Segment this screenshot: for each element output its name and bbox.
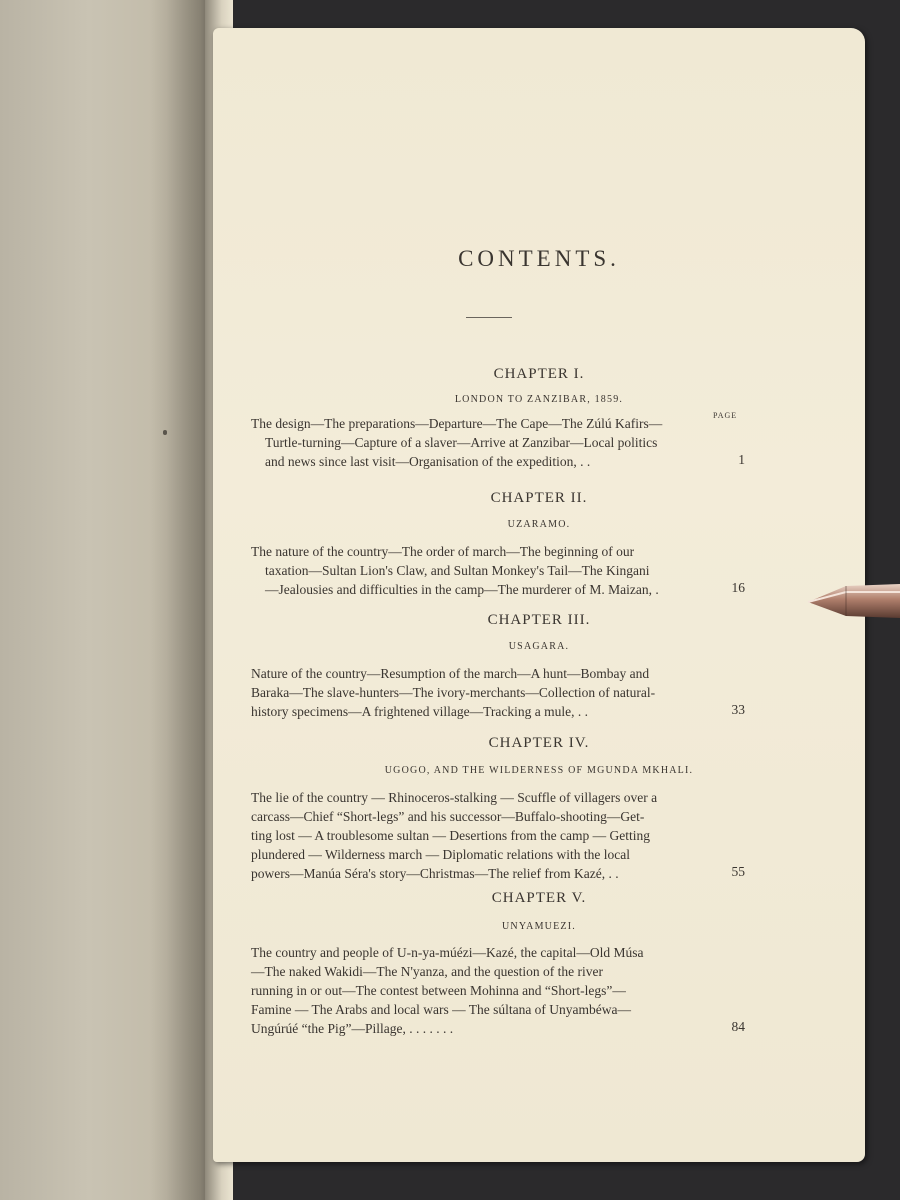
summary-line: Baraka—The slave-hunters—The ivory-merchants—Collection of natural-	[251, 685, 656, 700]
chapter-5-page: 84	[731, 1019, 745, 1034]
summary-line: The lie of the country — Rhinoceros-stalking — Scuffle of villagers over a	[251, 790, 658, 805]
flyleaf-mark	[163, 430, 167, 435]
chapter-1-page: 1	[738, 452, 745, 467]
facing-flyleaf	[0, 0, 222, 1200]
chapter-5-heading: CHAPTER V.	[491, 890, 587, 906]
summary-line: powers—Manúa Séra's story—Christmas—The relief from Kazé, . .	[251, 866, 619, 881]
chapter-1-heading: CHAPTER I.	[493, 366, 585, 382]
chapter-4-page: 55	[731, 864, 745, 879]
contents-page	[213, 28, 865, 1162]
page-title: CONTENTS.	[458, 246, 620, 271]
summary-line: The nature of the country—The order of march—The beginning of our	[251, 544, 635, 559]
summary-line: running in or out—The contest between Mohinna and “Short-legs”—	[251, 983, 626, 998]
chapter-3-subtitle: USAGARA.	[508, 641, 570, 652]
chapter-2-page: 16	[731, 580, 745, 595]
chapter-1-subtitle: LONDON TO ZANZIBAR, 1859.	[454, 394, 624, 405]
summary-line: carcass—Chief “Short-legs” and his successor—Buffalo-shooting—Get-	[251, 809, 645, 824]
chapter-3-summary	[251, 664, 706, 721]
summary-line: ting lost — A troublesome sultan — Desertions from the camp — Getting	[251, 828, 650, 843]
chapter-4-heading: CHAPTER IV.	[488, 735, 590, 751]
summary-line: The country and people of U-n-ya-múézi—Kazé, the capital—Old Músa	[251, 945, 644, 960]
summary-line: plundered — Wilderness march — Diplomatic relations with the local	[251, 847, 630, 862]
pen-nib-icon	[806, 578, 900, 622]
summary-line: —Jealousies and difficulties in the camp—The murderer of M. Maizan, .	[265, 582, 659, 597]
summary-line: taxation—Sultan Lion's Claw, and Sultan Monkey's Tail—The Kingani	[265, 563, 650, 578]
chapter-3-page: 33	[731, 702, 745, 717]
summary-line: The design—The preparations—Departure—The Cape—The Zúlú Kafirs—	[251, 416, 663, 431]
chapter-3-heading: CHAPTER III.	[487, 612, 591, 628]
summary-line: —The naked Wakidi—The N'yanza, and the question of the river	[251, 964, 603, 979]
summary-line: history specimens—A frightened village—Tracking a mule, . .	[251, 704, 588, 719]
summary-line: Turtle-turning—Capture of a slaver—Arrive at Zanzibar—Local politics	[265, 435, 658, 450]
chapter-4-summary	[251, 788, 706, 883]
chapter-5-subtitle: UNYAMUEZI.	[502, 921, 576, 932]
title-rule	[466, 317, 512, 318]
chapter-2-subtitle: UZARAMO.	[507, 519, 571, 530]
chapter-1-summary	[251, 414, 706, 471]
summary-line: Nature of the country—Resumption of the march—A hunt—Bombay and	[251, 666, 650, 681]
chapter-4-subtitle: UGOGO, AND THE WILDERNESS OF MGUNDA MKHALI.	[384, 765, 694, 776]
chapter-5-summary	[251, 943, 706, 1038]
chapter-2-heading: CHAPTER II.	[490, 490, 588, 506]
chapter-2-summary	[251, 542, 706, 599]
summary-line: and news since last visit—Organisation of the expedition, . .	[265, 454, 591, 469]
summary-line: Ungúrúé “the Pig”—Pillage, . . . . . . .	[251, 1021, 454, 1036]
page-column-label: PAGE	[713, 411, 738, 420]
summary-line: Famine — The Arabs and local wars — The súltana of Unyambéwa—	[251, 1002, 632, 1017]
